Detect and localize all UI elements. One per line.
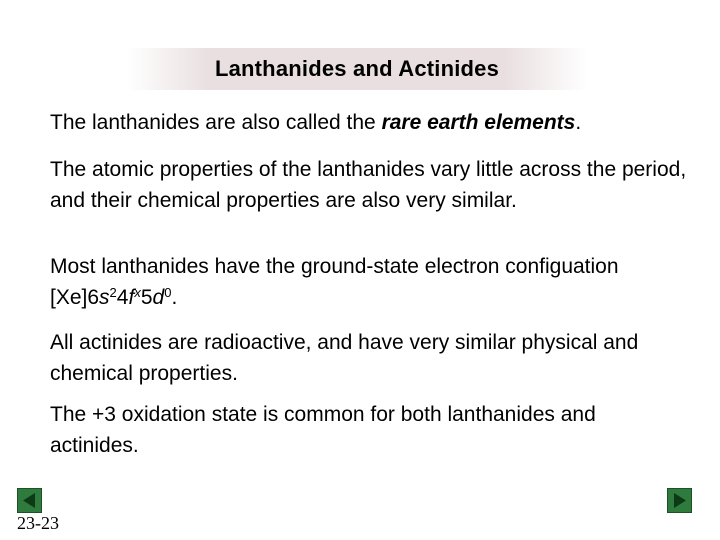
p3-s: s [99, 286, 110, 309]
p3-f-sup: x [134, 284, 141, 300]
p3-f: f [128, 286, 135, 309]
title-band [127, 48, 587, 90]
p3-s-sup: 2 [109, 284, 117, 300]
paragraph-oxidation-state: The +3 oxidation state is common for both lanthanides and actinides. [50, 403, 596, 457]
p3-mid2: 5 [140, 286, 153, 309]
p3-mid1: 4 [116, 286, 129, 309]
paragraph-electron-configuration [50, 251, 690, 313]
paragraph-actinides-radioactive: All actinides are radioactive, and have very similar physical and chemical properties. [50, 331, 639, 385]
triangle-left-icon [21, 492, 38, 509]
next-slide-button[interactable] [667, 488, 692, 513]
prev-slide-button[interactable] [17, 488, 42, 513]
slide-title: Lanthanides and Actinides [214, 56, 500, 81]
p1-text-after: . [575, 111, 582, 134]
p3-prefix: Most lanthanides have the ground-state electron configuation [Xe]6 [50, 255, 619, 309]
p3-end: . [171, 286, 178, 309]
p3-d: d [152, 286, 165, 309]
p1-text-before: The lanthanides are also called the [50, 111, 382, 134]
paragraph-atomic-properties: The atomic properties of the lanthanides vary little across the period, and their chemical properties are also very similar. [50, 158, 687, 212]
page-number: 23-23 [17, 513, 59, 533]
paragraph-rare-earth [50, 107, 690, 138]
p1-emphasis: rare earth elements [381, 111, 576, 134]
p3-d-sup: 0 [164, 284, 172, 300]
triangle-right-icon [671, 492, 688, 509]
